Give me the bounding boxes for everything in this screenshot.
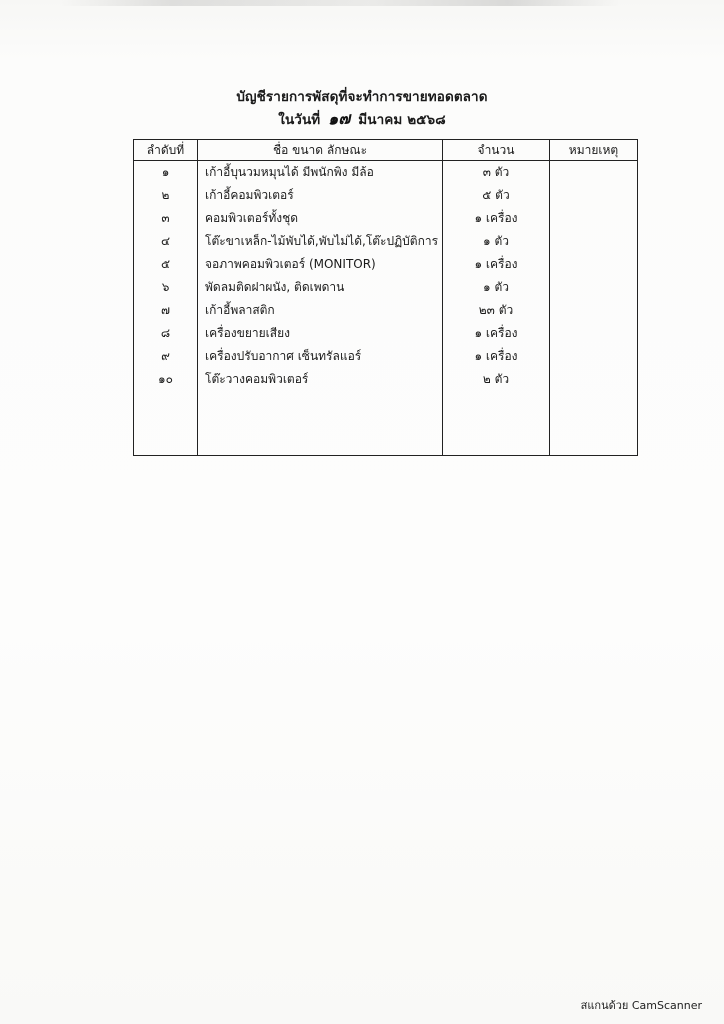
empty-cell bbox=[550, 391, 638, 456]
document-title: บัญชีรายการพัสดุที่จะทำการขายทอดตลาด bbox=[236, 89, 488, 105]
row-name: เก้าอี้คอมพิวเตอร์ bbox=[198, 184, 443, 207]
row-no: ๑๐ bbox=[134, 368, 198, 391]
row-no: ๖ bbox=[134, 276, 198, 299]
table-row bbox=[134, 368, 638, 391]
date-prefix: ในวันที่ bbox=[278, 112, 321, 128]
row-name: เก้าอี้พลาสติก bbox=[198, 299, 443, 322]
row-no: ๑ bbox=[134, 161, 198, 185]
table-row bbox=[134, 299, 638, 322]
row-name: เครื่องปรับอากาศ เซ็นทรัลแอร์ bbox=[198, 345, 443, 368]
row-name: เครื่องขยายเสียง bbox=[198, 322, 443, 345]
row-no: ๒ bbox=[134, 184, 198, 207]
handwritten-day: ๑๗ bbox=[327, 108, 351, 129]
row-note bbox=[550, 184, 638, 207]
row-note bbox=[550, 276, 638, 299]
row-qty: ๒ ตัว bbox=[443, 368, 550, 391]
table-row bbox=[134, 345, 638, 368]
row-name: โต๊ะขาเหล็ก-ไม้พับได้,พับไม่ได้,โต๊ะปฏิบัติการ bbox=[198, 230, 443, 253]
table-row bbox=[134, 184, 638, 207]
row-qty: ๑ เครื่อง bbox=[443, 253, 550, 276]
document-date-line bbox=[0, 107, 724, 132]
row-qty: ๓ ตัว bbox=[443, 161, 550, 185]
row-note bbox=[550, 207, 638, 230]
row-name: โต๊ะวางคอมพิวเตอร์ bbox=[198, 368, 443, 391]
row-qty: ๑ ตัว bbox=[443, 230, 550, 253]
table-row bbox=[134, 161, 638, 185]
table-row bbox=[134, 253, 638, 276]
table-row bbox=[134, 276, 638, 299]
row-name: คอมพิวเตอร์ทั้งชุด bbox=[198, 207, 443, 230]
row-name: เก้าอี้บุนวมหมุนได้ มีพนักพิง มีล้อ bbox=[198, 161, 443, 185]
row-note bbox=[550, 368, 638, 391]
row-no: ๔ bbox=[134, 230, 198, 253]
table-row bbox=[134, 207, 638, 230]
row-name: พัดลมติดฝาผนัง, ติดเพดาน bbox=[198, 276, 443, 299]
camscanner-watermark: สแกนด้วย CamScanner bbox=[580, 999, 702, 1012]
row-no: ๕ bbox=[134, 253, 198, 276]
empty-cell bbox=[198, 391, 443, 456]
row-no: ๘ bbox=[134, 322, 198, 345]
row-qty: ๑ เครื่อง bbox=[443, 345, 550, 368]
table-header-row bbox=[134, 140, 638, 161]
row-note bbox=[550, 161, 638, 185]
row-note bbox=[550, 230, 638, 253]
row-qty: ๒๓ ตัว bbox=[443, 299, 550, 322]
row-note bbox=[550, 253, 638, 276]
header-qty: จำนวน bbox=[443, 140, 550, 161]
row-note bbox=[550, 299, 638, 322]
items-table bbox=[133, 139, 638, 456]
row-no: ๗ bbox=[134, 299, 198, 322]
empty-cell bbox=[443, 391, 550, 456]
row-note bbox=[550, 345, 638, 368]
empty-cell bbox=[134, 391, 198, 456]
table-row bbox=[134, 230, 638, 253]
row-note bbox=[550, 322, 638, 345]
row-qty: ๑ เครื่อง bbox=[443, 322, 550, 345]
row-qty: ๑ ตัว bbox=[443, 276, 550, 299]
row-no: ๓ bbox=[134, 207, 198, 230]
row-no: ๙ bbox=[134, 345, 198, 368]
row-qty: ๑ เครื่อง bbox=[443, 207, 550, 230]
row-qty: ๕ ตัว bbox=[443, 184, 550, 207]
date-month-year: มีนาคม ๒๕๖๘ bbox=[358, 112, 446, 128]
header-name: ชื่อ ขนาด ลักษณะ bbox=[198, 140, 443, 161]
table-empty-row bbox=[134, 391, 638, 456]
header-no: ลำดับที่ bbox=[134, 140, 198, 161]
scan-edge-shadow bbox=[60, 0, 620, 6]
table-row bbox=[134, 322, 638, 345]
row-name: จอภาพคอมพิวเตอร์ (MONITOR) bbox=[198, 253, 443, 276]
header-note: หมายเหตุ bbox=[550, 140, 638, 161]
